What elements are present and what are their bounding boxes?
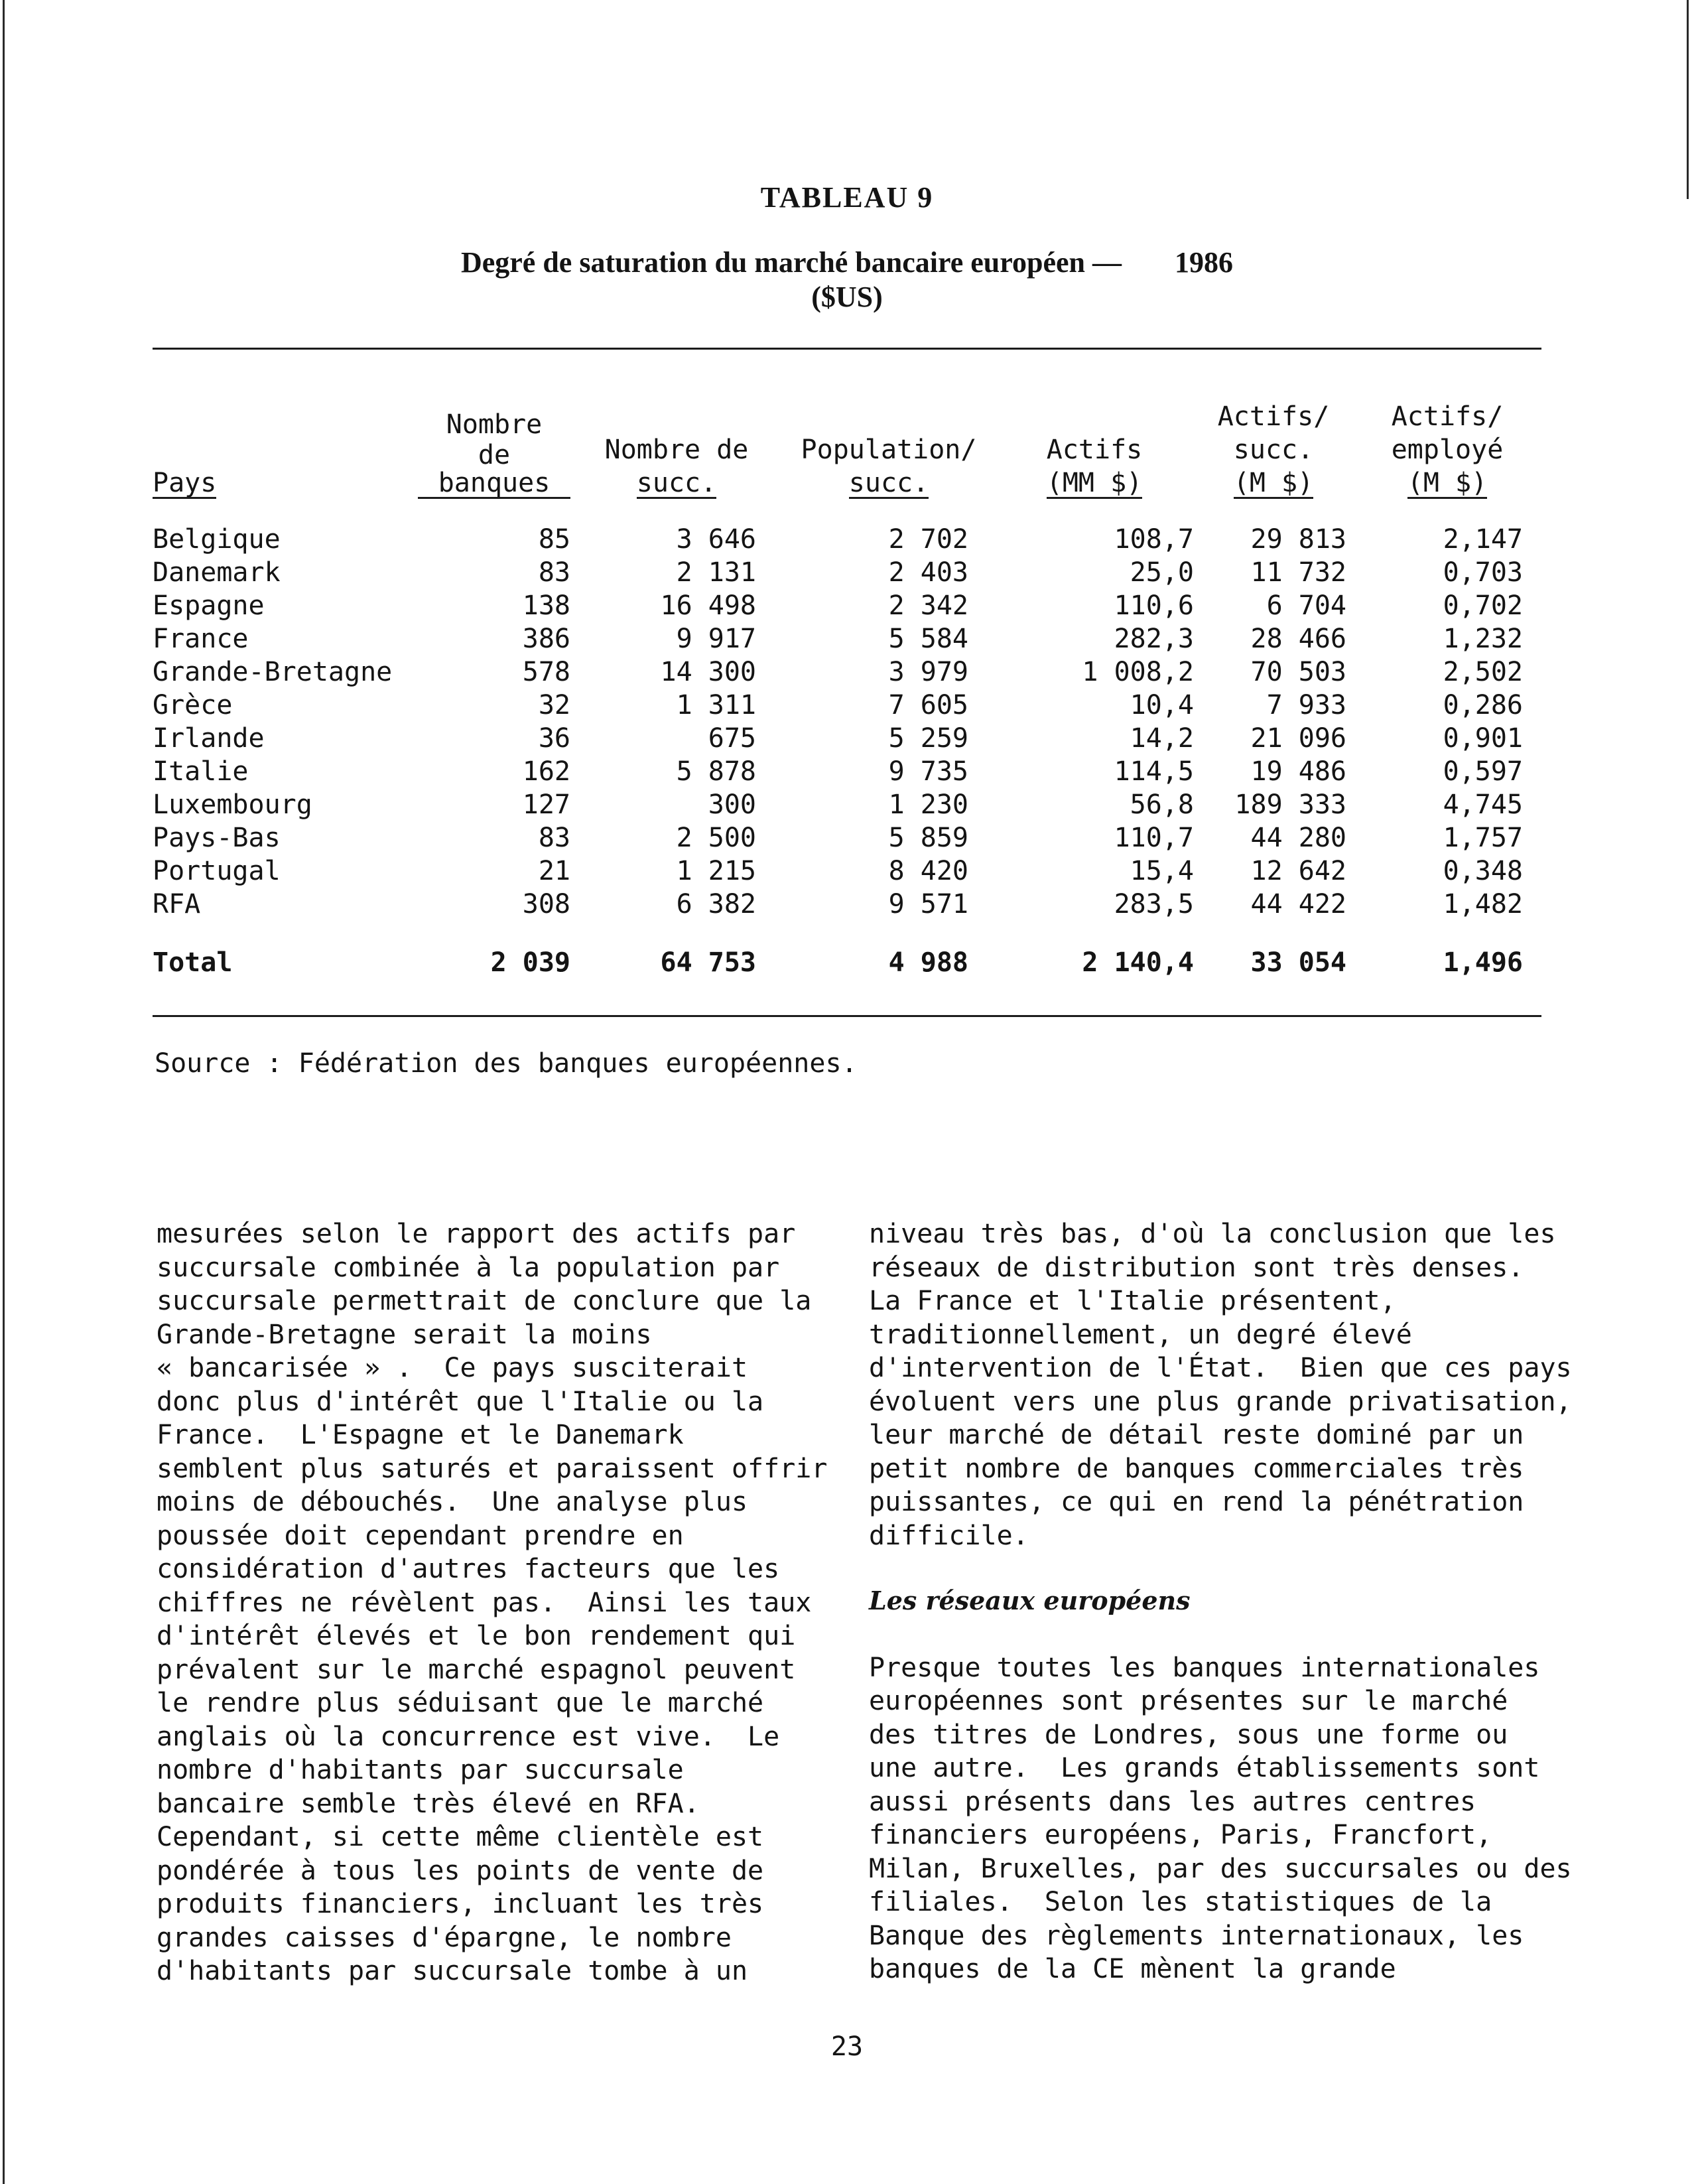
value-cell: 9 917 — [676, 624, 756, 654]
country-cell: Total — [153, 947, 233, 978]
value-cell: 675 — [708, 723, 756, 754]
value-cell: 0,597 — [1443, 756, 1523, 787]
column-header-line — [995, 400, 1194, 433]
country-cell: Pays-Bas — [153, 823, 281, 853]
table-row — [153, 500, 1541, 556]
value-cell: 5 878 — [676, 756, 756, 787]
value-cell: 2,147 — [1443, 524, 1523, 555]
value-cell: 386 — [522, 624, 570, 654]
body-paragraph-right-2 — [869, 1651, 1572, 1986]
column-header-line: employé — [1391, 435, 1504, 465]
column-header-line — [783, 466, 995, 500]
value-cell: 283,5 — [1114, 889, 1194, 920]
value-cell: 2 131 — [676, 557, 756, 588]
value-cell: 282,3 — [1114, 624, 1194, 654]
text-line: européennes sont présentes sur le marché — [869, 1686, 1508, 1716]
text-line: Cependant, si cette même clientèle est — [157, 1822, 764, 1852]
value-cell: 4 988 — [888, 947, 968, 978]
value-cell: 2 702 — [888, 524, 968, 555]
country-cell: Danemark — [153, 557, 281, 588]
value-cell: 28 466 — [1250, 624, 1346, 654]
text-line: La France et l'Italie présentent, — [869, 1286, 1396, 1316]
body-column-right — [869, 1217, 1572, 1986]
country-cell: RFA — [153, 889, 201, 920]
table-currency: ($US) — [811, 281, 883, 313]
value-cell: 0,702 — [1443, 590, 1523, 621]
country-cell: Grèce — [153, 690, 233, 720]
column-header-line: Actifs — [1046, 435, 1143, 465]
text-line: aussi présents dans les autres centres — [869, 1786, 1476, 1817]
text-line: « bancarisée » . Ce pays susciterait — [157, 1353, 748, 1383]
text-line: des titres de Londres, sous une forme ou — [869, 1719, 1508, 1750]
column-header-line: Actifs/ — [1391, 401, 1504, 432]
column-header-line — [570, 400, 783, 433]
table-row — [153, 622, 1541, 655]
value-cell: 85 — [538, 524, 570, 555]
value-cell: 114,5 — [1114, 756, 1194, 787]
column-header-underlined: de banques — [418, 441, 570, 499]
column-header — [570, 375, 783, 500]
text-line: Banque des règlements internationaux, les — [869, 1920, 1524, 1951]
text-line: donc plus d'intérêt que l'Italie ou la — [157, 1386, 764, 1417]
table-total-row — [153, 921, 1541, 979]
value-cell: 15,4 — [1130, 856, 1194, 886]
table-row — [153, 854, 1541, 888]
text-line: réseaux de distribution sont très denses. — [869, 1252, 1524, 1283]
value-cell: 83 — [538, 823, 570, 853]
table-header — [153, 375, 1541, 500]
value-cell: 4,745 — [1443, 789, 1523, 820]
value-cell: 44 422 — [1250, 889, 1346, 920]
value-cell: 2 500 — [676, 823, 756, 853]
value-cell: 1 008,2 — [1082, 657, 1194, 687]
text-line: succursale permettrait de conclure que la — [157, 1286, 812, 1316]
table-source-note: Source : Fédération des banques européennes. — [155, 1048, 858, 1079]
text-line: semblent plus saturés et paraissent offrir — [157, 1453, 828, 1484]
value-cell: 21 — [538, 856, 570, 886]
saturation-table — [153, 375, 1541, 979]
value-cell: 5 259 — [888, 723, 968, 754]
value-cell: 0,286 — [1443, 690, 1523, 720]
value-cell: 70 503 — [1250, 657, 1346, 687]
value-cell: 1,232 — [1443, 624, 1523, 654]
text-line: puissantes, ce qui en rend la pénétration — [869, 1487, 1524, 1517]
text-line: leur marché de détail reste dominé par un — [869, 1420, 1524, 1450]
value-cell: 7 933 — [1266, 690, 1346, 720]
text-line: grandes caisses d'épargne, le nombre — [157, 1922, 732, 1953]
value-cell: 110,6 — [1114, 590, 1194, 621]
country-cell: Espagne — [153, 590, 265, 621]
column-header — [418, 375, 570, 500]
value-cell: 2 403 — [888, 557, 968, 588]
text-line: Presque toutes les banques internationales — [869, 1652, 1540, 1683]
table-row — [153, 689, 1541, 722]
value-cell: 32 — [538, 690, 570, 720]
column-header — [1194, 375, 1353, 500]
value-cell: 36 — [538, 723, 570, 754]
country-cell: Italie — [153, 756, 249, 787]
text-line: financiers européens, Paris, Francfort, — [869, 1820, 1492, 1850]
value-cell: 2 342 — [888, 590, 968, 621]
column-header-underlined: (MM $) — [1046, 468, 1143, 498]
value-cell: 3 979 — [888, 657, 968, 687]
value-cell: 8 420 — [888, 856, 968, 886]
value-cell: 64 753 — [660, 947, 756, 978]
table-title-line — [0, 245, 1694, 280]
country-cell: Luxembourg — [153, 789, 312, 820]
value-cell: 189 333 — [1234, 789, 1346, 820]
text-line: nombre d'habitants par succursale — [157, 1755, 684, 1785]
table-title — [0, 245, 1694, 314]
column-header-underlined: (M $) — [1407, 468, 1488, 498]
value-cell: 14 300 — [660, 657, 756, 687]
value-cell: 0,703 — [1443, 557, 1523, 588]
column-header-underlined: Pays — [153, 468, 217, 498]
table-body — [153, 500, 1541, 979]
text-line: banques de la CE mènent la grande — [869, 1954, 1396, 1984]
text-line: Grande-Bretagne serait la moins — [157, 1319, 652, 1350]
text-line: poussée doit cependant prendre en — [157, 1520, 684, 1551]
column-header-line: Population/ — [801, 435, 977, 465]
value-cell: 2 140,4 — [1082, 947, 1194, 978]
value-cell: 5 859 — [888, 823, 968, 853]
column-header-line — [418, 441, 570, 500]
value-cell: 110,7 — [1114, 823, 1194, 853]
value-cell: 0,348 — [1443, 856, 1523, 886]
table-row — [153, 755, 1541, 788]
country-cell: Grande-Bretagne — [153, 657, 393, 687]
text-line: évoluent vers une plus grande privatisation, — [869, 1386, 1572, 1417]
value-cell: 1,496 — [1443, 947, 1523, 978]
table-row — [153, 788, 1541, 821]
column-header — [783, 375, 995, 500]
scan-edge-left — [3, 0, 5, 2184]
value-cell: 300 — [708, 789, 756, 820]
value-cell: 12 642 — [1250, 856, 1346, 886]
table-row — [153, 722, 1541, 755]
value-cell: 16 498 — [660, 590, 756, 621]
table-row — [153, 556, 1541, 589]
column-header-line — [418, 375, 570, 408]
value-cell: 7 605 — [888, 690, 968, 720]
value-cell: 29 813 — [1250, 524, 1346, 555]
text-line: Milan, Bruxelles, par des succursales ou des — [869, 1853, 1572, 1884]
text-line: pondérée à tous les points de vente de — [157, 1855, 764, 1886]
table-row — [153, 655, 1541, 689]
text-line: produits financiers, incluant les très — [157, 1889, 764, 1919]
column-header-line — [783, 400, 995, 433]
value-cell: 5 584 — [888, 624, 968, 654]
table-label: TABLEAU 9 — [760, 181, 934, 214]
value-cell: 33 054 — [1250, 947, 1346, 978]
text-line: niveau très bas, d'où la conclusion que les — [869, 1219, 1556, 1249]
column-header-line — [1353, 466, 1541, 500]
value-cell: 162 — [522, 756, 570, 787]
table-title-text: Degré de saturation du marché bancaire européen — — [460, 246, 1122, 279]
text-line: bancaire semble très élevé en RFA. — [157, 1788, 700, 1819]
text-line: France. L'Espagne et le Danemark — [157, 1420, 684, 1450]
text-line: chiffres ne révèlent pas. Ainsi les taux — [157, 1587, 812, 1618]
text-line: anglais où la concurrence est vive. Le — [157, 1721, 780, 1752]
column-header-line — [570, 466, 783, 500]
column-header-line: Nombre de — [604, 435, 749, 465]
value-cell: 9 571 — [888, 889, 968, 920]
country-cell: France — [153, 624, 249, 654]
table-row — [153, 589, 1541, 622]
value-cell: 108,7 — [1114, 524, 1194, 555]
column-header-line — [153, 433, 418, 466]
column-header — [153, 375, 418, 500]
value-cell: 1,482 — [1443, 889, 1523, 920]
value-cell: 1 215 — [676, 856, 756, 886]
value-cell: 9 735 — [888, 756, 968, 787]
column-header — [1353, 375, 1541, 500]
value-cell: 1 311 — [676, 690, 756, 720]
page-number: 23 — [830, 2031, 864, 2062]
text-line: le rendre plus séduisant que le marché — [157, 1688, 764, 1718]
text-line: une autre. Les grands établissements sont — [869, 1753, 1540, 1783]
body-column-left — [157, 1217, 828, 1988]
value-cell: 83 — [538, 557, 570, 588]
table-top-rule — [153, 348, 1541, 350]
column-header-line — [153, 466, 418, 500]
text-line: considération d'autres facteurs que les — [157, 1554, 780, 1584]
column-header-underlined: (M $) — [1233, 468, 1314, 498]
text-line: difficile. — [869, 1520, 1029, 1551]
column-header-line — [1194, 466, 1353, 500]
text-line: mesurées selon le rapport des actifs par — [157, 1219, 796, 1249]
value-cell: 578 — [522, 657, 570, 687]
text-line: petit nombre de banques commerciales très — [869, 1453, 1524, 1484]
value-cell: 11 732 — [1250, 557, 1346, 588]
value-cell: 1,757 — [1443, 823, 1523, 853]
value-cell: 19 486 — [1250, 756, 1346, 787]
value-cell: 10,4 — [1130, 690, 1194, 720]
value-cell: 2 039 — [490, 947, 570, 978]
column-header-line: Nombre — [446, 409, 543, 440]
value-cell: 2,502 — [1443, 657, 1523, 687]
column-header-line: succ. — [1233, 435, 1314, 465]
text-line: prévalent sur le marché espagnol peuvent — [157, 1654, 796, 1685]
value-cell: 6 704 — [1266, 590, 1346, 621]
table-row — [153, 821, 1541, 854]
text-line: d'intervention de l'État. Bien que ces pays — [869, 1353, 1572, 1383]
value-cell: 25,0 — [1130, 557, 1194, 588]
country-cell: Irlande — [153, 723, 265, 754]
text-line: moins de débouchés. Une analyse plus — [157, 1487, 748, 1517]
value-cell: 127 — [522, 789, 570, 820]
value-cell: 21 096 — [1250, 723, 1346, 754]
country-cell: Portugal — [153, 856, 281, 886]
body-paragraph-right-1 — [869, 1217, 1572, 1552]
column-header-line — [995, 466, 1194, 500]
table-header-row — [153, 375, 1541, 500]
scan-edge-right — [1687, 0, 1689, 199]
value-cell: 14,2 — [1130, 723, 1194, 754]
country-cell: Belgique — [153, 524, 281, 555]
body-paragraph-left — [157, 1217, 828, 1988]
value-cell: 3 646 — [676, 524, 756, 555]
text-line: succursale combinée à la population par — [157, 1252, 780, 1283]
text-line: d'intérêt élevés et le bon rendement qui — [157, 1621, 796, 1651]
value-cell: 56,8 — [1130, 789, 1194, 820]
column-header-underlined: succ. — [848, 468, 929, 498]
column-header-line — [153, 400, 418, 433]
value-cell: 6 382 — [676, 889, 756, 920]
text-line: traditionnellement, un degré élevé — [869, 1319, 1412, 1350]
value-cell: 308 — [522, 889, 570, 920]
value-cell: 0,901 — [1443, 723, 1523, 754]
table-row — [153, 888, 1541, 921]
value-cell: 1 230 — [888, 789, 968, 820]
table-bottom-rule — [153, 1015, 1541, 1017]
column-header — [995, 375, 1194, 500]
text-line: d'habitants par succursale tombe à un — [157, 1956, 748, 1986]
value-cell: 44 280 — [1250, 823, 1346, 853]
column-header-underlined: succ. — [636, 468, 717, 498]
table-title-year: 1986 — [1175, 246, 1234, 279]
text-line: filiales. Selon les statistiques de la — [869, 1887, 1492, 1917]
section-heading: Les réseaux européens — [869, 1586, 1191, 1615]
value-cell: 138 — [522, 590, 570, 621]
column-header-line: Actifs/ — [1217, 401, 1330, 432]
